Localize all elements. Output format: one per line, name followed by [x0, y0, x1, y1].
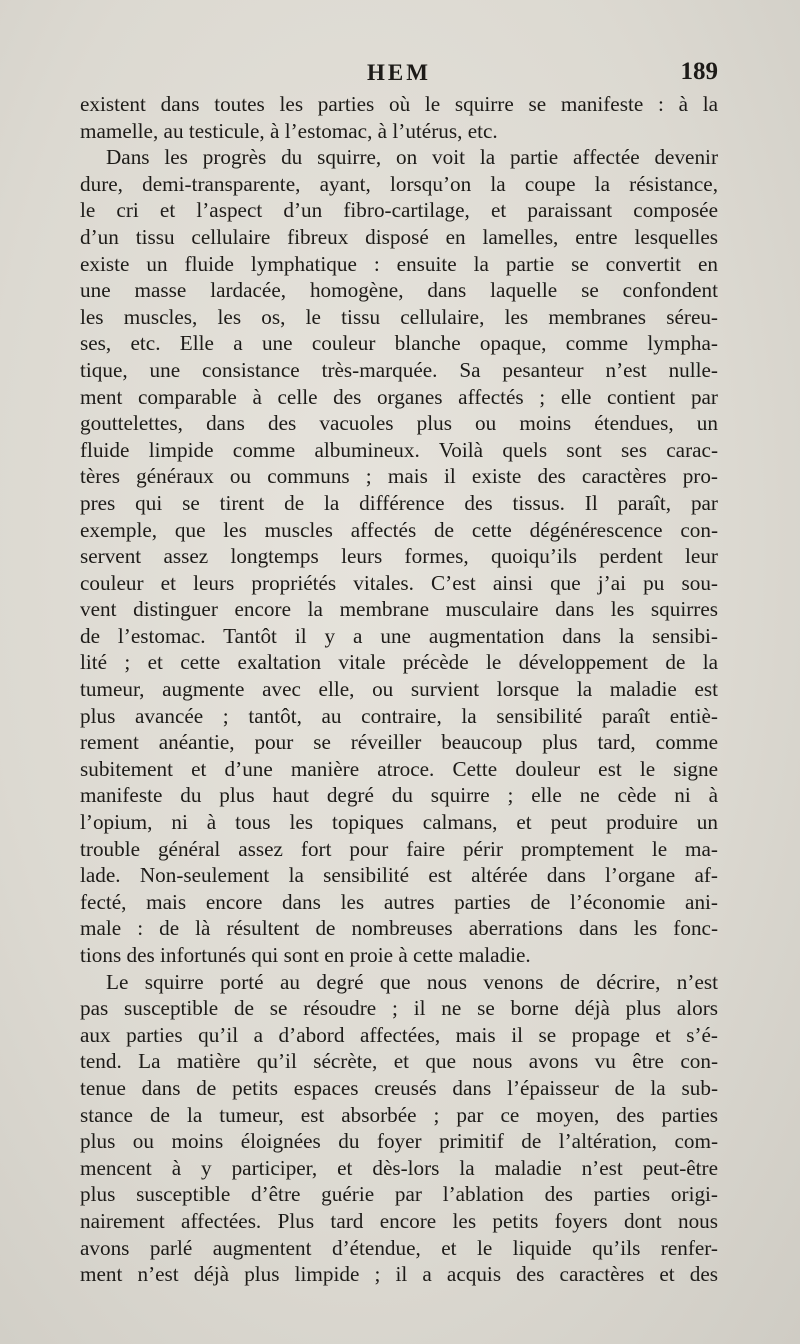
text-line: tenue dans de petits espaces creusés dans l’épaisseur de la sub- — [80, 1075, 718, 1100]
text-line: dure, demi-transparente, ayant, lorsqu’on la coupe la résistance, — [80, 171, 718, 196]
text-line: exemple, que les muscles affectés de cette dégénérescence con- — [80, 517, 718, 542]
body-text — [80, 91, 718, 1288]
text-line: plus ou moins éloignées du foyer primitif de l’altération, com- — [80, 1129, 718, 1154]
text-line: d’un tissu cellulaire fibreux disposé en lamelles, entre lesquelles — [80, 224, 718, 249]
text-line: mencent à y participer, et dès-lors la maladie n’est peut-être — [80, 1155, 718, 1180]
text-line: trouble général assez fort pour faire périr promptement le ma- — [80, 836, 718, 861]
page-number: 189 — [680, 58, 718, 85]
text-line: lité ; et cette exaltation vitale précède le développement de la — [80, 650, 718, 675]
text-line: plus avancée ; tantôt, au contraire, la sensibilité paraît entiè- — [80, 703, 718, 728]
text-line: Le squirre porté au degré que nous venons de décrire, n’est — [106, 969, 718, 994]
text-line: plus susceptible d’être guérie par l’ablation des parties origi- — [80, 1182, 718, 1207]
page-header — [80, 58, 718, 92]
text-line: Dans les progrès du squirre, on voit la partie affectée devenir — [106, 145, 718, 170]
text-line: une masse lardacée, homogène, dans laquelle se confondent — [80, 278, 718, 303]
text-line: rement anéantie, pour se réveiller beaucoup plus tard, comme — [80, 730, 718, 755]
text-line: tumeur, augmente avec elle, ou survient lorsque la maladie est — [80, 677, 718, 702]
text-line: mamelle, au testicule, à l’estomac, à l’utérus, etc. — [80, 118, 498, 143]
text-line: tique, une consistance très-marquée. Sa pesanteur n’est nulle- — [80, 357, 718, 382]
text-line: male : de là résultent de nombreuses aberrations dans les fonc- — [80, 916, 718, 941]
running-head: HEM — [367, 60, 431, 85]
text-line: tères généraux ou communs ; mais il existe des caractères pro- — [80, 464, 718, 489]
text-line: les muscles, les os, le tissu cellulaire, les membranes séreu- — [80, 304, 718, 329]
text-line: stance de la tumeur, est absorbée ; par ce moyen, des parties — [80, 1102, 718, 1127]
text-line: servent assez longtemps leurs formes, quoiqu’ils perdent leur — [80, 544, 718, 569]
text-line: avons parlé augmentent d’étendue, et le liquide qu’ils renfer- — [80, 1235, 718, 1260]
text-line: ment comparable à celle des organes affectés ; elle contient par — [80, 384, 718, 409]
text-line: ment n’est déjà plus limpide ; il a acquis des caractères et des — [80, 1262, 718, 1287]
text-line: gouttelettes, dans des vacuoles plus ou moins étendues, un — [80, 411, 718, 436]
text-line: le cri et l’aspect d’un fibro-cartilage, et paraissant composée — [80, 198, 718, 223]
text-line: aux parties qu’il a d’abord affectées, mais il se propage et s’é- — [80, 1022, 718, 1047]
text-line: pas susceptible de se résoudre ; il ne se borne déjà plus alors — [80, 996, 718, 1021]
text-line: lade. Non-seulement la sensibilité est altérée dans l’organe af- — [80, 863, 718, 888]
text-line: tions des infortunés qui sont en proie à cette maladie. — [80, 943, 531, 967]
text-line: tend. La matière qu’il sécrète, et que nous avons vu être con- — [80, 1049, 718, 1074]
text-line: pres qui se tirent de la différence des tissus. Il paraît, par — [80, 490, 718, 515]
text-line: nairement affectées. Plus tard encore les petits foyers dont nous — [80, 1208, 718, 1233]
text-line: subitement et d’une manière atroce. Cette douleur est le signe — [80, 756, 718, 781]
text-line: fecté, mais encore dans les autres parties de l’économie ani- — [80, 889, 718, 914]
text-line: existent dans toutes les parties où le squirre se manifeste : à la — [80, 92, 718, 116]
text-line: existe un fluide lymphatique : ensuite la partie se convertit en — [80, 251, 718, 276]
text-line: couleur et leurs propriétés vitales. C’est ainsi que j’ai pu sou- — [80, 570, 718, 595]
text-line: ses, etc. Elle a une couleur blanche opaque, comme lympha- — [80, 331, 718, 356]
text-line: manifeste du plus haut degré du squirre ; elle ne cède ni à — [80, 783, 718, 808]
text-line: l’opium, ni à tous les topiques calmans, et peut produire un — [80, 810, 718, 835]
text-line: fluide limpide comme albumineux. Voilà quels sont ses carac- — [80, 437, 718, 462]
text-line: vent distinguer encore la membrane musculaire dans les squirres — [80, 597, 718, 622]
text-line: de l’estomac. Tantôt il y a une augmentation dans la sensibi- — [80, 623, 718, 648]
